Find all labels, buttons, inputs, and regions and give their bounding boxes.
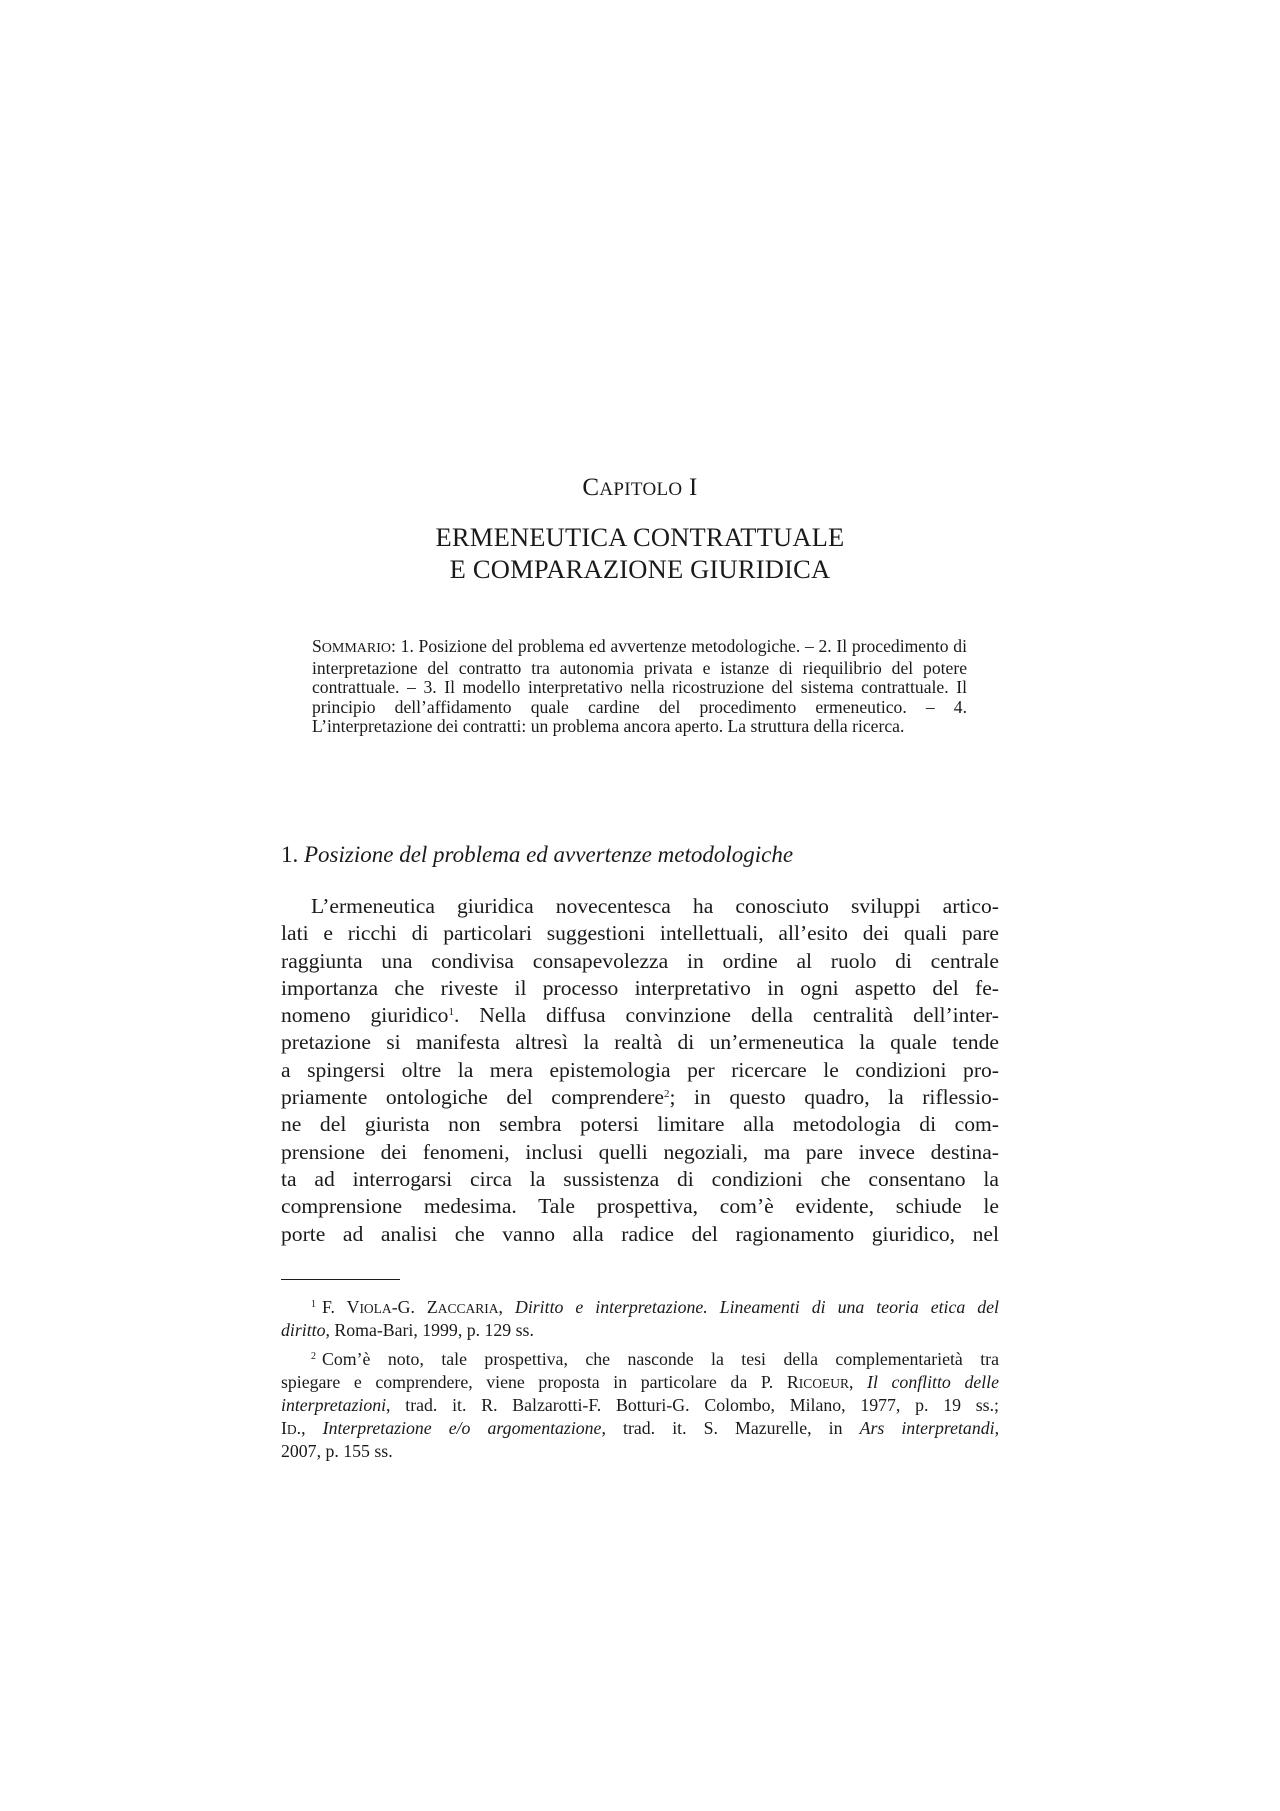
footnote-text: ., (296, 1418, 323, 1438)
body-line: a spingersi oltre la mera epistemologia per ricercare le condizioni pro- (281, 1057, 999, 1082)
body-line (281, 1002, 999, 1029)
chapter-label-rest: APITOLO (599, 479, 683, 500)
footnote-text: , (994, 1418, 1000, 1438)
body-text-span: nomeno giuridico (281, 1003, 449, 1028)
footnote-text: D (286, 1422, 297, 1437)
footnote-text: Ars interpretandi (859, 1418, 995, 1438)
body-line: raggiunta una condivisa consapevolezza in ordine al ruolo di centrale (281, 948, 999, 973)
footnote-text: spiegare e comprendere, viene proposta in particolare da P. R (281, 1372, 799, 1392)
body-line: comprensione medesima. Tale prospettiva, com’è evidente, schiude le (281, 1194, 999, 1219)
section-heading (281, 841, 1001, 869)
footnote-text: IOLA (359, 1301, 392, 1316)
footnote-text: -G. Z (391, 1297, 438, 1317)
footnote-text: , trad. it. R. Balzarotti-F. Botturi-G. Colombo, Milano, 1977, p. 19 ss.; (386, 1395, 999, 1415)
body-text-span: ; in questo quadro, la riflessio- (669, 1085, 1000, 1110)
chapter-label (0, 474, 1280, 502)
footnote-ref-2[interactable]: 2 (663, 1088, 670, 1101)
chapter-title-line-1: ERMENEUTICA CONTRATTUALE (435, 522, 845, 552)
body-line (281, 1084, 999, 1111)
body-text-span: priamente ontologiche del comprendere (281, 1085, 664, 1110)
chapter-number: I (688, 474, 698, 501)
summary-label-rest: OMMARIO (321, 641, 392, 656)
chapter-title-line-2: E COMPARAZIONE GIURIDICA (449, 554, 831, 584)
footnote-text: F. V (322, 1297, 360, 1317)
body-line: prensione dei fenomeni, inclusi quelli negoziali, ma pare invece destina- (281, 1139, 999, 1164)
chapter-label-initial: C (582, 474, 600, 501)
footnote-1-number: 1 (311, 1299, 316, 1310)
footnote-2-line (281, 1417, 999, 1440)
footnote-2-number: 2 (311, 1351, 316, 1362)
footnote-text: Il conflitto delle (867, 1372, 1000, 1392)
footnote-text: I (281, 1418, 287, 1438)
footnote-text: Interpretazione e/o argomentazione (322, 1418, 602, 1438)
summary-text: 1. Posizione del problema ed avvertenze metodologiche. – 2. Il procedimento di interpretazione del contratto tra autonomia privata e istanze di riequilibrio del potere contrattuale. – 3. Il modello interpretativo nella ricostruzione del sistema contrattuale. Il principio dell’affidamento quale cardine del procedimento ermeneutico. – 4. L’interpretazione dei contratti: un problema ancora aperto. La struttura della ricerca. (312, 636, 967, 736)
footnote-text: Diritto e interpretazione. Lineamenti di una teoria etica del (514, 1297, 1000, 1317)
section-number: 1. (281, 842, 299, 867)
body-line: ta ad interrogarsi circa la sussistenza di condizioni che consentano la (281, 1166, 999, 1191)
body-paragraph (281, 893, 999, 1248)
summary-label-initial: S (312, 636, 322, 656)
footnote-1-line (281, 1319, 999, 1342)
footnote-text: ICOEUR (798, 1376, 849, 1391)
chapter-title (0, 521, 1280, 585)
body-line: ne del giurista non sembra potersi limitare alla metodologia di com- (281, 1112, 999, 1137)
footnote-text: Com’è noto, tale prospettiva, che nasconde la tesi della complementarietà tra (322, 1349, 999, 1369)
body-line: porte ad analisi che vanno alla radice del ragionamento giuridico, nel (281, 1221, 999, 1246)
footnote-separator (281, 1279, 400, 1280)
footnote-text: , (848, 1372, 868, 1392)
footnote-2-line (281, 1394, 999, 1417)
summary-label-colon: : (391, 636, 396, 656)
footnote-text: ACCARIA (437, 1301, 499, 1316)
body-text-span: . Nella diffusa convinzione della centralità dell’inter- (453, 1003, 999, 1028)
body-line: L’ermeneutica giuridica novecentesca ha conosciuto sviluppi artico- (311, 894, 999, 918)
footnote-text: , (498, 1297, 515, 1317)
footnote-1-line (281, 1296, 999, 1319)
footnote-text: , Roma-Bari, 1999, p. 129 ss. (325, 1320, 534, 1340)
footnote-2-line (281, 1371, 999, 1394)
summary-block (312, 637, 967, 737)
footnote-2-line (281, 1348, 999, 1371)
footnote-2-line: 2007, p. 155 ss. (281, 1441, 393, 1461)
body-line: lati e ricchi di particolari suggestioni intellettuali, all’esito dei quali pare (281, 921, 999, 946)
footnote-text: , trad. it. S. Mazurelle, in (601, 1418, 860, 1438)
footnotes (281, 1296, 999, 1463)
footnote-text: diritto (281, 1320, 326, 1340)
body-line: importanza che riveste il processo interpretativo in ogni aspetto del fe- (281, 975, 999, 1000)
body-line: pretazione si manifesta altresì la realtà di un’ermeneutica la quale tende (281, 1030, 999, 1055)
footnote-text: interpretazioni (281, 1395, 387, 1415)
section-title: Posizione del problema ed avvertenze metodologiche (304, 842, 794, 867)
footnote-ref-1[interactable]: 1 (448, 1006, 454, 1019)
